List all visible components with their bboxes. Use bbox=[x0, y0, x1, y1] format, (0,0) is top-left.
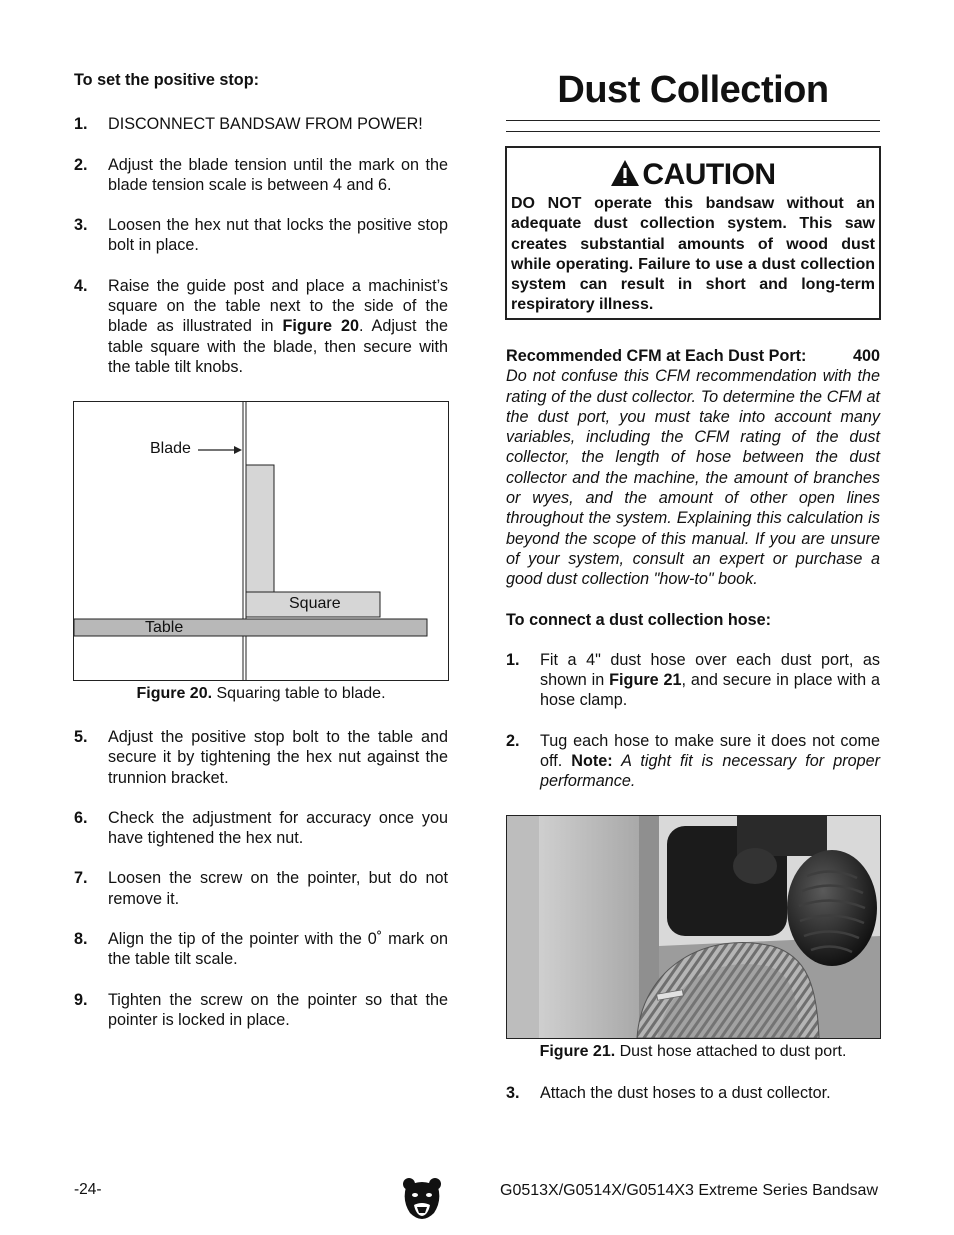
cfm-section bbox=[506, 346, 880, 792]
step-text-pre: Tug each hose to make sure it does not come off. bbox=[540, 731, 880, 771]
warning-triangle-icon bbox=[610, 159, 640, 187]
square-upright bbox=[246, 465, 274, 593]
step-text: DISCONNECT BANDSAW FROM POWER! bbox=[108, 115, 423, 134]
step-text: Loosen the screw on the pointer, but do not remove it. bbox=[108, 869, 448, 908]
cfm-label: Recommended CFM at Each Dust Port: bbox=[506, 347, 807, 365]
step-text: Loosen the hex nut that locks the positive stop bolt in place. bbox=[108, 216, 448, 255]
cfm-value: 400 bbox=[852, 347, 880, 365]
step-text-post: , and secure in place with a hose clamp. bbox=[540, 671, 881, 710]
square-label: Square bbox=[289, 595, 341, 612]
hose-step-3 bbox=[506, 1083, 880, 1103]
step-text: Check the adjustment for accuracy once you have tightened the hex nut. bbox=[108, 808, 448, 848]
step-8 bbox=[74, 929, 448, 970]
step-number: 3. bbox=[74, 216, 88, 235]
figure-20-diagram bbox=[73, 401, 449, 681]
caption-label: Figure 21. bbox=[539, 1043, 616, 1060]
step-text bbox=[540, 651, 880, 710]
table-bar bbox=[74, 619, 427, 636]
left-column-lower bbox=[74, 727, 448, 1030]
caution-header bbox=[507, 158, 879, 192]
positive-stop-heading: To set the positive stop: bbox=[74, 71, 259, 89]
step-1 bbox=[74, 114, 448, 134]
note-text: A tight fit is necessary for proper performance. bbox=[540, 752, 880, 791]
step-number: 2. bbox=[506, 731, 520, 750]
note-label: Note: bbox=[571, 752, 613, 771]
step-6 bbox=[74, 808, 448, 849]
figure-reference: Figure 21 bbox=[609, 671, 682, 690]
caution-text: DO NOT operate this bandsaw without an adequate dust collection system. This saw creates substantial amounts of wood dust while operating. Failure to use a dust collection system can result in short and long-term respiratory illness. bbox=[511, 195, 875, 314]
hose-step-1 bbox=[506, 650, 880, 711]
step-3 bbox=[74, 215, 448, 256]
figure-20-caption bbox=[74, 684, 448, 704]
cfm-note: Do not confuse this CFM recommendation with the rating of the dust collector. To determine the CFM at the dust port, you must take into account many variables, including the CFM rating of the dust collector, the length of hose between the dust collector and the machine, the amount of branches or wyes, and the amount of other open lines throughout the system. Explaining this calculation is beyond the scope of this manual. If you are unsure of your system, consult an expert or purchase a good dust collection "how-to" book. bbox=[506, 367, 880, 589]
step-number: 1. bbox=[74, 115, 88, 134]
blade-label: Blade bbox=[150, 440, 191, 457]
step-number: 9. bbox=[74, 990, 88, 1009]
title-rule-top bbox=[506, 120, 880, 121]
step-number: 8. bbox=[74, 930, 88, 949]
step-text: Tighten the screw on the pointer so that the pointer is locked in place. bbox=[108, 990, 448, 1029]
step-text bbox=[108, 277, 448, 376]
step-4 bbox=[74, 276, 448, 377]
cfm-line bbox=[506, 346, 880, 366]
step-number: 4. bbox=[74, 276, 88, 295]
step-number: 2. bbox=[74, 155, 88, 174]
figure-21-caption bbox=[506, 1042, 880, 1062]
bear-logo-icon bbox=[402, 1177, 442, 1223]
step-text: Adjust the blade tension until the mark on the blade tension scale is between 4 and 6. bbox=[108, 155, 448, 194]
step-7 bbox=[74, 868, 448, 909]
step-number: 1. bbox=[506, 650, 520, 669]
section-title: Dust Collection bbox=[557, 69, 829, 111]
caption-text: Dust hose attached to dust port. bbox=[615, 1043, 847, 1060]
blade-arrow-head bbox=[234, 446, 242, 454]
caution-box bbox=[505, 146, 881, 320]
step-9 bbox=[74, 990, 448, 1031]
step-number: 7. bbox=[74, 869, 88, 888]
table-label: Table bbox=[145, 619, 184, 636]
caution-label: CAUTION bbox=[642, 158, 776, 191]
step-number: 3. bbox=[506, 1084, 520, 1102]
figure-reference: Figure 20 bbox=[282, 317, 359, 336]
step-text: Attach the dust hoses to a dust collector. bbox=[540, 1084, 831, 1102]
step-2 bbox=[74, 155, 448, 196]
step-text-pre: Fit a 4" dust hose over each dust port, as shown in bbox=[540, 650, 880, 690]
left-column bbox=[74, 70, 448, 377]
figure-21-photo bbox=[506, 815, 881, 1039]
step-text: Align the tip of the pointer with the 0˚ mark on the table tilt scale. bbox=[108, 930, 448, 969]
model-name: G0513X/G0514X/G0514X3 Extreme Series Bandsaw bbox=[500, 1182, 878, 1199]
squaring-diagram bbox=[74, 402, 448, 680]
step-text: Adjust the positive stop bolt to the table and secure it by tightening the hex nut against the trunnion bracket. bbox=[108, 728, 448, 787]
title-rule-bottom bbox=[506, 131, 880, 132]
step-number: 5. bbox=[74, 728, 88, 746]
caption-label: Figure 20. bbox=[136, 685, 213, 702]
step-text bbox=[540, 732, 880, 791]
caption-text: Squaring table to blade. bbox=[212, 685, 386, 702]
step-5 bbox=[74, 727, 448, 788]
step-number: 6. bbox=[74, 808, 88, 827]
dust-hose-photo bbox=[507, 816, 880, 1038]
step-text-post: . Adjust the table square with the blade, then secure with the table tilt knobs. bbox=[108, 317, 449, 376]
connect-hose-heading: To connect a dust collection hose: bbox=[506, 610, 772, 629]
hose-step-2 bbox=[506, 731, 880, 792]
page-number: -24- bbox=[74, 1181, 102, 1198]
step-text-pre: Raise the guide post and place a machinist’s square on the table next to the side of the blade as illustrated in bbox=[108, 276, 448, 336]
